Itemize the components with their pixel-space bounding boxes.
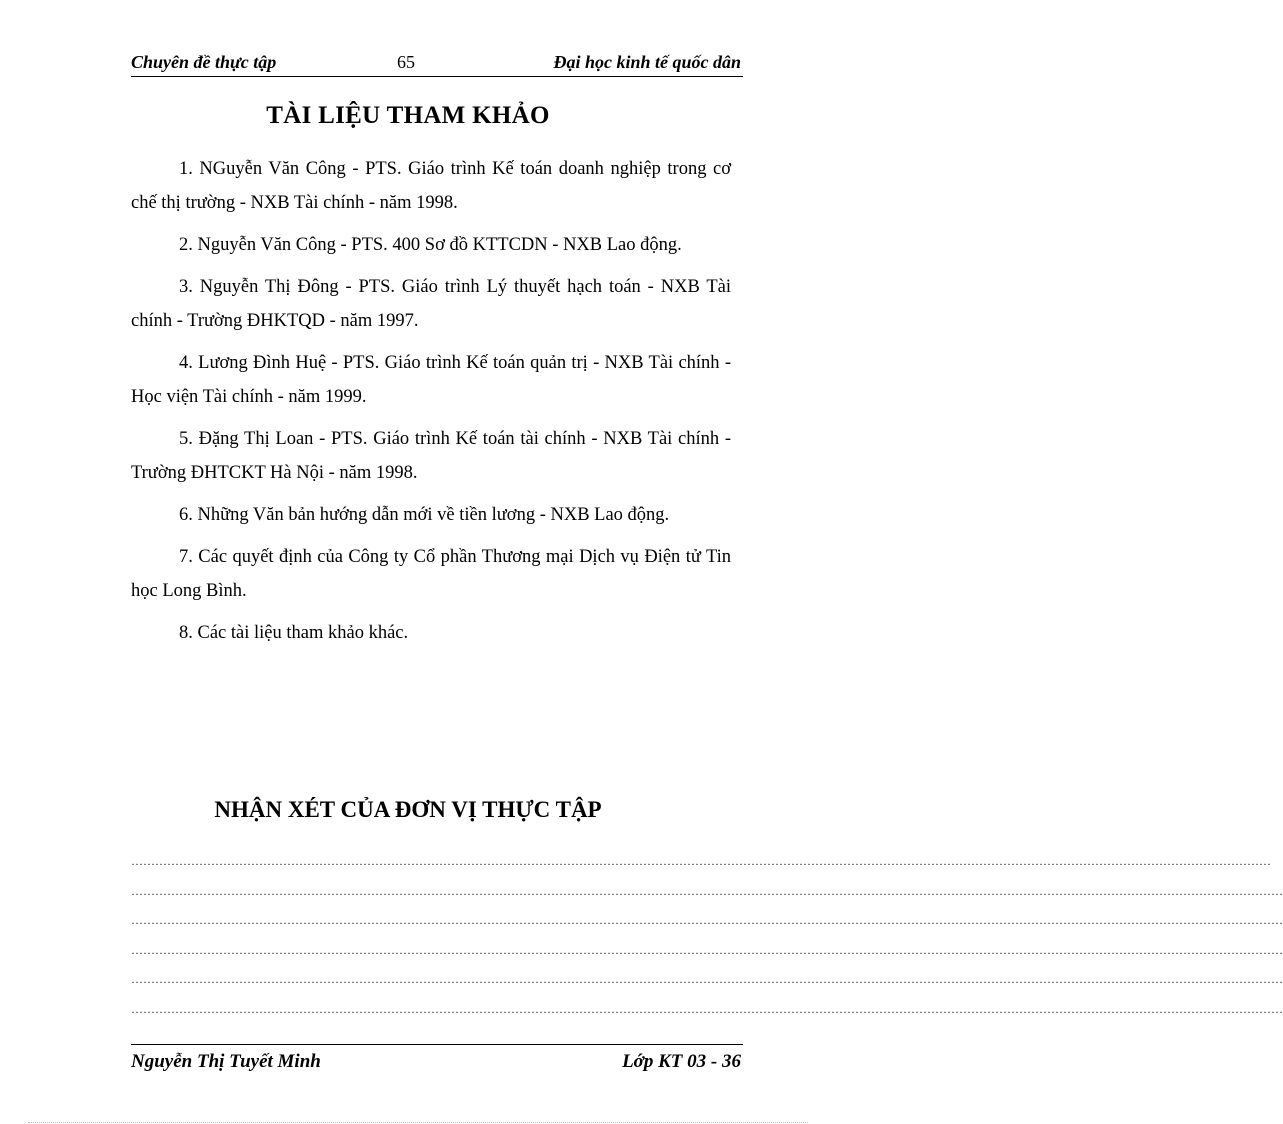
reference-item: 2. Nguyễn Văn Công - PTS. 400 Sơ đồ KTTCDN - NXB Lao động. (179, 235, 682, 255)
reference-item: 4. Lương Đình Huệ - PTS. Giáo trình Kế toán quản trị - NXB Tài chính - Học viện Tài chính - năm 1999. (131, 353, 731, 407)
reference-item: 3. Nguyễn Thị Đông - PTS. Giáo trình Lý thuyết hạch toán - NXB Tài chính - Trường ĐHKTQD - năm 1997. (131, 277, 731, 331)
page-number: 65 (397, 52, 415, 72)
reference-item: 7. Các quyết định của Công ty Cổ phần Thương mại Dịch vụ Điện tử Tin học Long Bình. (131, 547, 731, 601)
dotted-line: ……………………………………………………………………………………………………………………………………………………………………………………………………………………………………………………………… (131, 972, 1283, 987)
header-university: Đại học kinh tế quốc dân (553, 52, 741, 72)
dotted-line: ……………………………………………………………………………………………………………………………………………………………………………………………………………………………………………………………… (131, 1001, 1283, 1016)
dotted-line: …………………………………………………………………………………………………………………………………………………………………………………………………………………………………………………………… (131, 854, 1271, 868)
reference-item: 1. NGuyễn Văn Công - PTS. Giáo trình Kế toán doanh nghiệp trong cơ chế thị trường - NXB Tài chính - năm 1998. (131, 159, 731, 213)
reference-item: 5. Đặng Thị Loan - PTS. Giáo trình Kế toán tài chính - NXB Tài chính - Trường ĐHTCKT Hà Nội - năm 1998. (131, 429, 731, 483)
dotted-line: ……………………………………………………………………………………………………………………………………………………………………………………………………………………………………………………………… (131, 883, 1283, 898)
header-report-type: Chuyên đề thực tập (131, 52, 277, 72)
page-footer (131, 1044, 743, 1075)
dotted-line: ……………………………………………………………………………………………………………………………………………………………………………………………………………………………………………………………… (131, 942, 1283, 957)
dotted-line: ……………………………………………………………………………………………………………………………………………………………………………………………………………………………………………………………… (131, 913, 1283, 928)
footer-class: Lớp KT 03 - 36 (622, 1051, 741, 1072)
references-title: TÀI LIỆU THAM KHẢO (266, 102, 550, 129)
page-header (131, 50, 743, 77)
reference-item: 8. Các tài liệu tham khảo khác. (179, 623, 409, 643)
reference-item: 6. Những Văn bản hướng dẫn mới về tiền lương - NXB Lao động. (179, 505, 670, 525)
comment-section-title: NHẬN XÉT CỦA ĐƠN VỊ THỰC TẬP (214, 797, 602, 822)
comment-lines (131, 854, 1283, 1033)
footer-author: Nguyễn Thị Tuyết Minh (131, 1051, 321, 1072)
references-list (131, 152, 731, 658)
